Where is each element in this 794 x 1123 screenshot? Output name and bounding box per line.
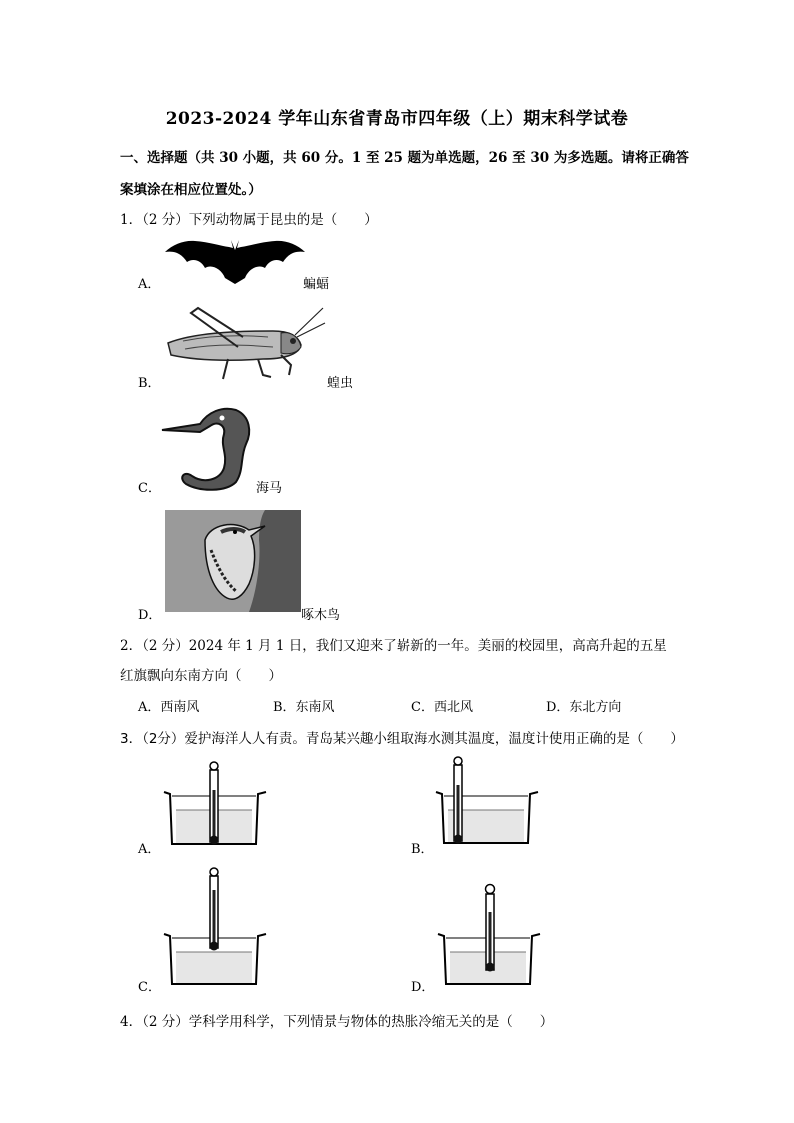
q3-option-c-letter[interactable]: C． [138, 980, 161, 995]
q3-option-d-letter[interactable]: D． [411, 980, 435, 995]
q2-stem-line1: 2．（2 分）2024 年 1 月 1 日，我们又迎来了崭新的一年。美丽的校园里，高高升起的五星 [120, 638, 667, 654]
seahorse-image [160, 404, 260, 494]
section-heading-line2: 案填涂在相应位置处。） [120, 182, 262, 198]
page-title: 2023-2024 学年山东省青岛市四年级（上）期末科学试卷 [165, 109, 629, 129]
q1-option-c-letter[interactable]: C． [138, 481, 161, 496]
q1-option-c-caption: 海马 [256, 481, 283, 496]
q3-option-a-letter[interactable]: A． [138, 842, 161, 857]
q2-option-d[interactable]: D．东北方向 [546, 700, 622, 715]
section-heading-line1: 一、选择题（共 30 小题，共 60 分。1 至 25 题为单选题，26 至 30 为多选题。请将正确答 [120, 150, 689, 166]
q1-option-a-caption: 蝙蝠 [303, 277, 330, 292]
q2-option-a[interactable]: A．西南风 [138, 700, 200, 715]
thermometer-beaker-b [434, 755, 540, 850]
thermometer-beaker-d [436, 882, 542, 990]
q4-stem: 4．（2 分）学科学用科学，下列情景与物体的热胀冷缩无关的是（ ） [120, 1014, 554, 1030]
thermometer-beaker-c [162, 866, 268, 990]
q2-option-c[interactable]: C．西北风 [411, 700, 473, 715]
bat-image [165, 238, 305, 286]
q1-option-d-caption: 啄木鸟 [301, 608, 341, 623]
q3-stem: 3．（2分）爱护海洋人人有责。青岛某兴趣小组取海水测其温度，温度计使用正确的是（ ） [120, 731, 684, 747]
thermometer-beaker-a [162, 760, 268, 850]
q1-option-b-caption: 蝗虫 [327, 376, 354, 391]
q2-option-b[interactable]: B．东南风 [273, 700, 335, 715]
q3-option-b-letter[interactable]: B． [411, 842, 434, 857]
grasshopper-image [163, 303, 328, 383]
q1-option-d-letter[interactable]: D． [138, 608, 162, 623]
q1-option-b-letter[interactable]: B． [138, 376, 161, 391]
woodpecker-image [165, 510, 301, 612]
q1-option-a-letter[interactable]: A． [138, 277, 161, 292]
q2-stem-line2: 红旗飘向东南方向（ ） [120, 668, 282, 684]
q1-stem: 1．（2 分）下列动物属于昆虫的是（ ） [120, 212, 378, 228]
